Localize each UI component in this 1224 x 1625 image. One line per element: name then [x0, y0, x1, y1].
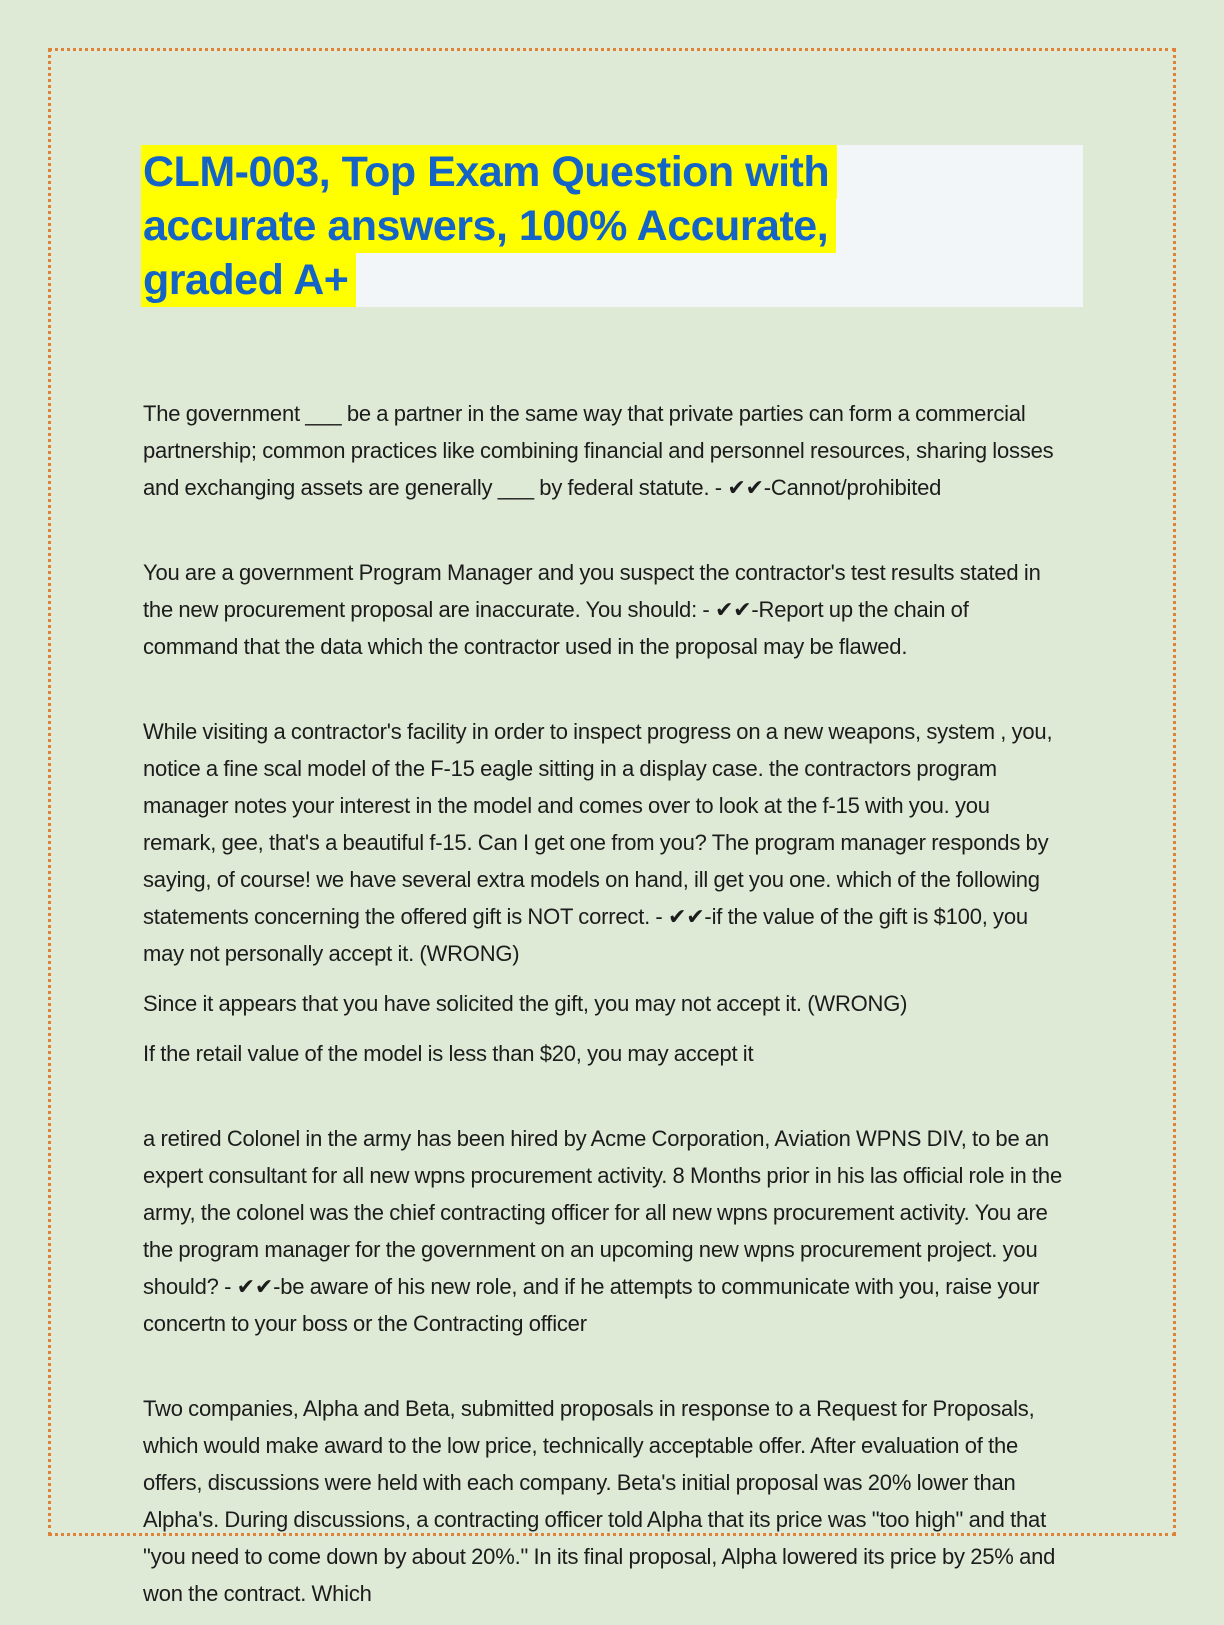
question-paragraph-4: a retired Colonel in the army has been hired by Acme Corporation, Aviation WPNS DIV, to be an expert consultant for all new wpns procurement activity. 8 Months prior in his las official role in the army, the colonel was the chief contracting officer for all new wpns procurement activity. You are the program manager for the government on an upcoming new wpns procurement project. you should? - ✔✔-be aware of his new role, and if he attempts to communicate with you, raise your concertn to your boss or the Contracting officer	[143, 1126, 1062, 1336]
question-paragraph-3-option-3: If the retail value of the model is less than $20, you may accept it	[143, 1041, 754, 1066]
page-title	[143, 145, 1083, 307]
title-line-1: CLM-003, Top Exam Question with	[141, 145, 837, 199]
title-line-3: graded A+	[141, 253, 356, 307]
question-paragraph-3-option-2: Since it appears that you have solicited the gift, you may not accept it. (WRONG)	[143, 991, 908, 1016]
title-block	[143, 145, 1083, 307]
document-content	[143, 145, 1068, 1625]
question-paragraph-2: You are a government Program Manager and you suspect the contractor's test results stated in the new procurement proposal are inaccurate. You should: - ✔✔-Report up the chain of command that the data which the contractor used in the proposal may be flawed.	[143, 560, 1041, 659]
question-paragraph-1: The government ___ be a partner in the same way that private parties can form a commercial partnership; common practices like combining financial and personnel resources, sharing losses and exchanging assets are generally ___ by federal statute. - ✔✔-Cannot/prohibited	[143, 401, 1054, 500]
question-paragraph-3: While visiting a contractor's facility in order to inspect progress on a new weapons, system , you, notice a fine scal model of the F-15 eagle sitting in a display case. the contractors program manager notes your interest in the model and comes over to look at the f-15 with you. you remark, gee, that's a beautiful f-15. Can I get one from you? The program manager responds by saying, of course! we have several extra models on hand, ill get you one. which of the following statements concerning the offered gift is NOT correct. - ✔✔-if the value of the gift is $100, you may not personally accept it. (WRONG)	[143, 719, 1053, 966]
title-line-2: accurate answers, 100% Accurate,	[141, 199, 836, 253]
question-paragraph-5: Two companies, Alpha and Beta, submitted proposals in response to a Request for Proposals, which would make award to the low price, technically acceptable offer. After evaluation of the offers, discussions were held with each company. Beta's initial proposal was 20% lower than Alpha's. During discussions, a contracting officer told Alpha that its price was "too high" and that "you need to come down by about 20%." In its final proposal, Alpha lowered its price by 25% and won the contract. Which	[143, 1396, 1056, 1606]
